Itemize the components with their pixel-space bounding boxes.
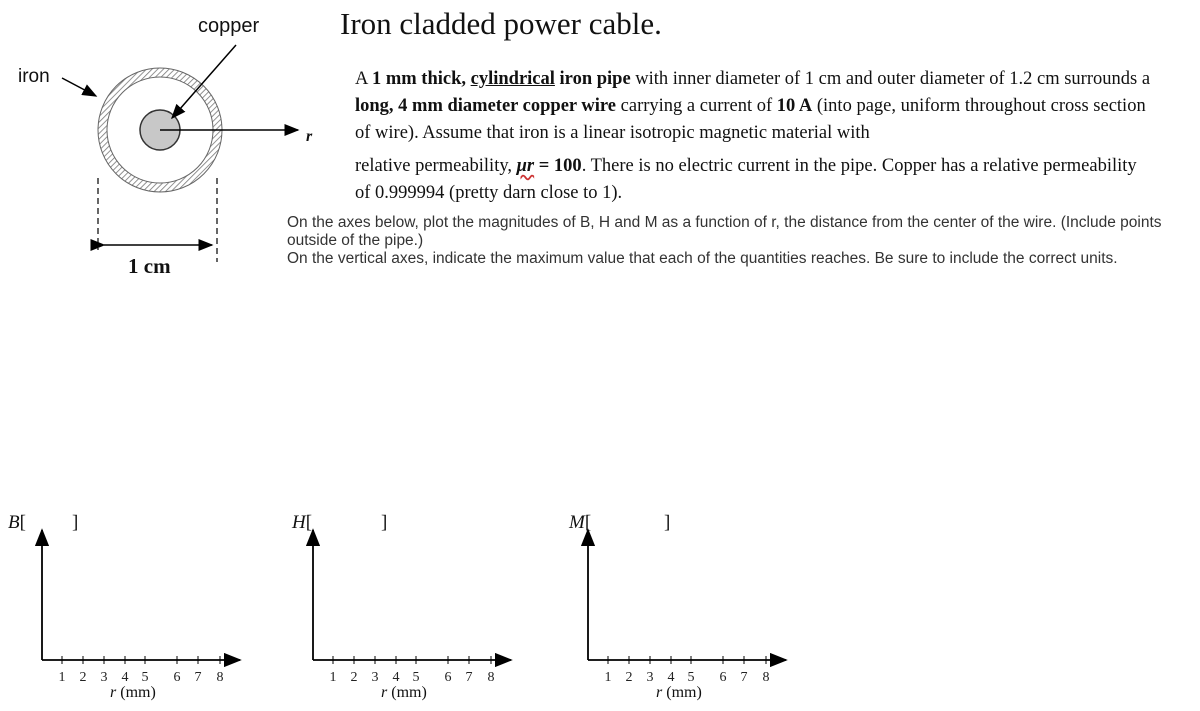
m-tick-label: 1 bbox=[604, 670, 612, 685]
h-tick-label: 8 bbox=[487, 670, 495, 685]
m-tick-label: 5 bbox=[687, 670, 695, 685]
h-tick-label: 5 bbox=[412, 670, 420, 685]
instruction-line-2: On the vertical axes, indicate the maximum value that each of the quantities reaches. Be sure to include the correct units. bbox=[287, 250, 1118, 267]
m-axis-close-bracket: ] bbox=[664, 512, 671, 533]
h-tick-label: 7 bbox=[465, 670, 473, 685]
b-tick-label: 8 bbox=[216, 670, 224, 685]
cable-cross-section-diagram bbox=[0, 0, 330, 290]
h-tick-label: 6 bbox=[444, 670, 452, 685]
page-title: Iron cladded power cable. bbox=[340, 6, 662, 41]
m-tick-label: 4 bbox=[667, 670, 675, 685]
mu-symbol: μr bbox=[516, 156, 535, 176]
h-tick-label: 1 bbox=[329, 670, 337, 685]
h-axis-xlabel: r (mm) bbox=[381, 684, 427, 701]
b-tick-label: 2 bbox=[79, 670, 87, 685]
b-axis-label: B[ bbox=[8, 512, 26, 533]
b-tick-label: 5 bbox=[141, 670, 149, 685]
b-tick-label: 1 bbox=[58, 670, 66, 685]
m-axes bbox=[588, 530, 786, 685]
h-axis-close-bracket: ] bbox=[381, 512, 388, 533]
m-tick-label: 7 bbox=[740, 670, 748, 685]
iron-label: iron bbox=[18, 66, 50, 87]
b-axes bbox=[42, 530, 240, 685]
h-axes bbox=[313, 530, 511, 685]
blank-axes-group bbox=[0, 500, 1200, 711]
copper-label: copper bbox=[198, 15, 260, 37]
b-tick-label: 7 bbox=[194, 670, 202, 685]
h-tick-label: 4 bbox=[392, 670, 400, 685]
instructions bbox=[287, 214, 1192, 268]
instruction-line-1: On the axes below, plot the magnitudes of B, H and M as a function of r, the distance from the center of the wire. (Include points outside of the pipe.) bbox=[287, 214, 1162, 249]
problem-paragraph-2: relative permeability, μr = 100. There is no electric current in the pipe. Copper has a relative permeability of 0.999994 (pretty darn close to 1). bbox=[355, 156, 1137, 203]
h-tick-label: 2 bbox=[350, 670, 358, 685]
b-tick-label: 6 bbox=[173, 670, 181, 685]
m-axis-xlabel: r (mm) bbox=[656, 684, 702, 701]
iron-pointer-arrow bbox=[62, 78, 96, 96]
m-tick-label: 8 bbox=[762, 670, 770, 685]
h-axis-label: H[ bbox=[292, 512, 313, 533]
radius-label: r bbox=[306, 128, 313, 145]
m-tick-label: 2 bbox=[625, 670, 633, 685]
b-axis-close-bracket: ] bbox=[72, 512, 79, 533]
problem-statement bbox=[355, 66, 1155, 207]
h-tick-label: 3 bbox=[371, 670, 379, 685]
width-label: 1 cm bbox=[128, 254, 171, 278]
problem-paragraph-1: A 1 mm thick, cylindrical iron pipe with inner diameter of 1 cm and outer diameter of 1.2 cm surrounds a long, 4 mm diameter copper wire carrying a current of 10 A (into page, uniform throughout cross section of wire). Assume that iron is a linear isotropic magnetic material with bbox=[355, 69, 1151, 143]
b-tick-label: 4 bbox=[121, 670, 129, 685]
b-axis-xlabel: r (mm) bbox=[110, 684, 156, 701]
m-tick-label: 6 bbox=[719, 670, 727, 685]
b-tick-label: 3 bbox=[100, 670, 108, 685]
m-axis-label: M[ bbox=[569, 512, 592, 533]
m-tick-label: 3 bbox=[646, 670, 654, 685]
